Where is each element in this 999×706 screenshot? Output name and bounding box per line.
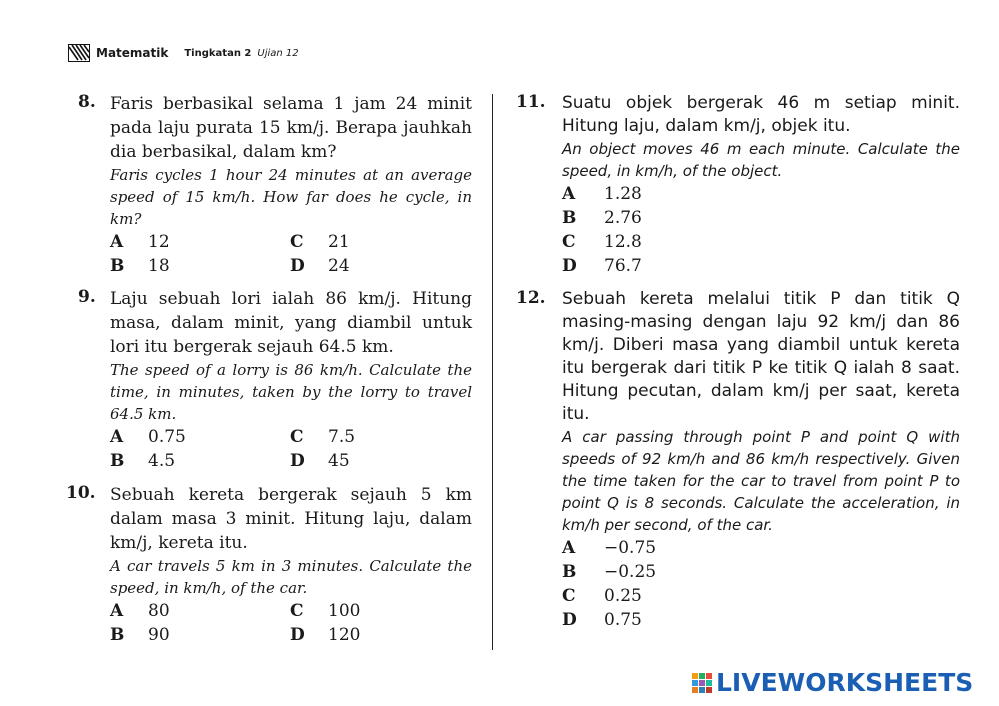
option-d[interactable]: D 120 [290, 625, 361, 645]
option-value: 0.75 [148, 427, 186, 447]
column-divider [492, 94, 493, 650]
option-c[interactable]: C 21 [290, 232, 350, 252]
test-label: Ujian 12 [257, 47, 299, 59]
option-c[interactable]: C 100 [290, 601, 361, 621]
option-value: 0.75 [604, 610, 642, 630]
option-value: 100 [328, 601, 361, 621]
option-b[interactable]: B 18 [110, 256, 170, 276]
option-d[interactable]: D 76.7 [562, 256, 642, 276]
question-number: 8. [78, 92, 96, 112]
option-b[interactable]: B 90 [110, 625, 170, 645]
brand-text: LIVEWORKSHEETS [716, 668, 974, 697]
liveworksheets-branding[interactable] [692, 668, 973, 697]
option-a[interactable]: A 12 [110, 232, 170, 252]
option-value: 18 [148, 256, 170, 276]
question-number: 12. [516, 288, 546, 308]
question-text-malay: Laju sebuah lori ialah 86 km/j. Hitung masa, dalam minit, yang diambil untuk lori itu bergerak sejauh 64.5 km. [110, 289, 472, 357]
option-value: 76.7 [604, 256, 642, 276]
question-text-malay: Sebuah kereta melalui titik P dan titik Q masing-masing dengan laju 92 km/j dan 86 km/j. Diberi masa yang diambil untuk kereta itu bergerak dari titik P ke titik Q ialah 8 saat. Hitung pecutan, dalam km/j per saat, kereta itu. [562, 289, 960, 424]
question-number: 11. [516, 92, 546, 112]
option-value: 12.8 [604, 232, 642, 252]
question-text-english: A car travels 5 km in 3 minutes. Calculate the speed, in km/h, of the car. [110, 557, 472, 597]
answer-options [562, 538, 960, 634]
option-a[interactable]: A 80 [110, 601, 170, 621]
answer-options [562, 184, 960, 280]
option-value: −0.75 [604, 538, 657, 558]
option-a[interactable]: A 1.28 [562, 184, 642, 204]
option-value: 90 [148, 625, 170, 645]
option-a[interactable]: A −0.75 [562, 538, 657, 558]
option-value: 2.76 [604, 208, 642, 228]
option-b[interactable]: B 4.5 [110, 451, 176, 471]
option-value: 80 [148, 601, 170, 621]
option-c[interactable]: C 12.8 [562, 232, 642, 252]
answer-options [110, 232, 472, 280]
question-text-malay: Suatu objek bergerak 46 m setiap minit. Hitung laju, dalam km/j, objek itu. [562, 93, 960, 136]
option-value: 24 [328, 256, 350, 276]
option-value: 120 [328, 625, 361, 645]
question-text-english: A car passing through point P and point Q with speeds of 92 km/h and 86 km/h respectively. Given the time taken for the car to travel from point P to point Q is 8 seconds. Calculate the acceleration, in km/h per second, of the car. [562, 428, 960, 534]
answer-options [110, 601, 472, 649]
answer-options [110, 427, 472, 475]
page-header [68, 42, 299, 64]
question-text-malay: Faris berbasikal selama 1 jam 24 minit pada laju purata 15 km/j. Berapa jauhkah dia berbasikal, dalam km? [110, 94, 472, 162]
option-a[interactable]: A 0.75 [110, 427, 186, 447]
question-text-english: An object moves 46 m each minute. Calculate the speed, in km/h, of the object. [562, 140, 960, 180]
option-d[interactable]: D 0.75 [562, 610, 642, 630]
option-value: 1.28 [604, 184, 642, 204]
question-number: 10. [66, 483, 96, 503]
question-text-english: The speed of a lorry is 86 km/h. Calculate the time, in minutes, taken by the lorry to travel 64.5 km. [110, 361, 472, 423]
form-level: Tingkatan 2 [184, 47, 252, 59]
option-value: 12 [148, 232, 170, 252]
option-value: −0.25 [604, 562, 657, 582]
liveworksheets-logo-icon [692, 673, 712, 693]
option-b[interactable]: B 2.76 [562, 208, 642, 228]
book-logo-icon [68, 44, 90, 62]
question-number: 9. [78, 287, 96, 307]
option-d[interactable]: D 45 [290, 451, 350, 471]
option-c[interactable]: C 0.25 [562, 586, 642, 606]
question-text-english: Faris cycles 1 hour 24 minutes at an average speed of 15 km/h. How far does he cycle, in km? [110, 166, 472, 228]
option-c[interactable]: C 7.5 [290, 427, 356, 447]
option-value: 21 [328, 232, 350, 252]
option-value: 7.5 [328, 427, 356, 447]
option-d[interactable]: D 24 [290, 256, 350, 276]
question-text-malay: Sebuah kereta bergerak sejauh 5 km dalam masa 3 minit. Hitung laju, dalam km/j, kereta itu. [110, 485, 472, 553]
option-value: 0.25 [604, 586, 642, 606]
option-b[interactable]: B −0.25 [562, 562, 657, 582]
subject-title: Matematik [96, 46, 169, 60]
option-value: 4.5 [148, 451, 176, 471]
option-value: 45 [328, 451, 350, 471]
